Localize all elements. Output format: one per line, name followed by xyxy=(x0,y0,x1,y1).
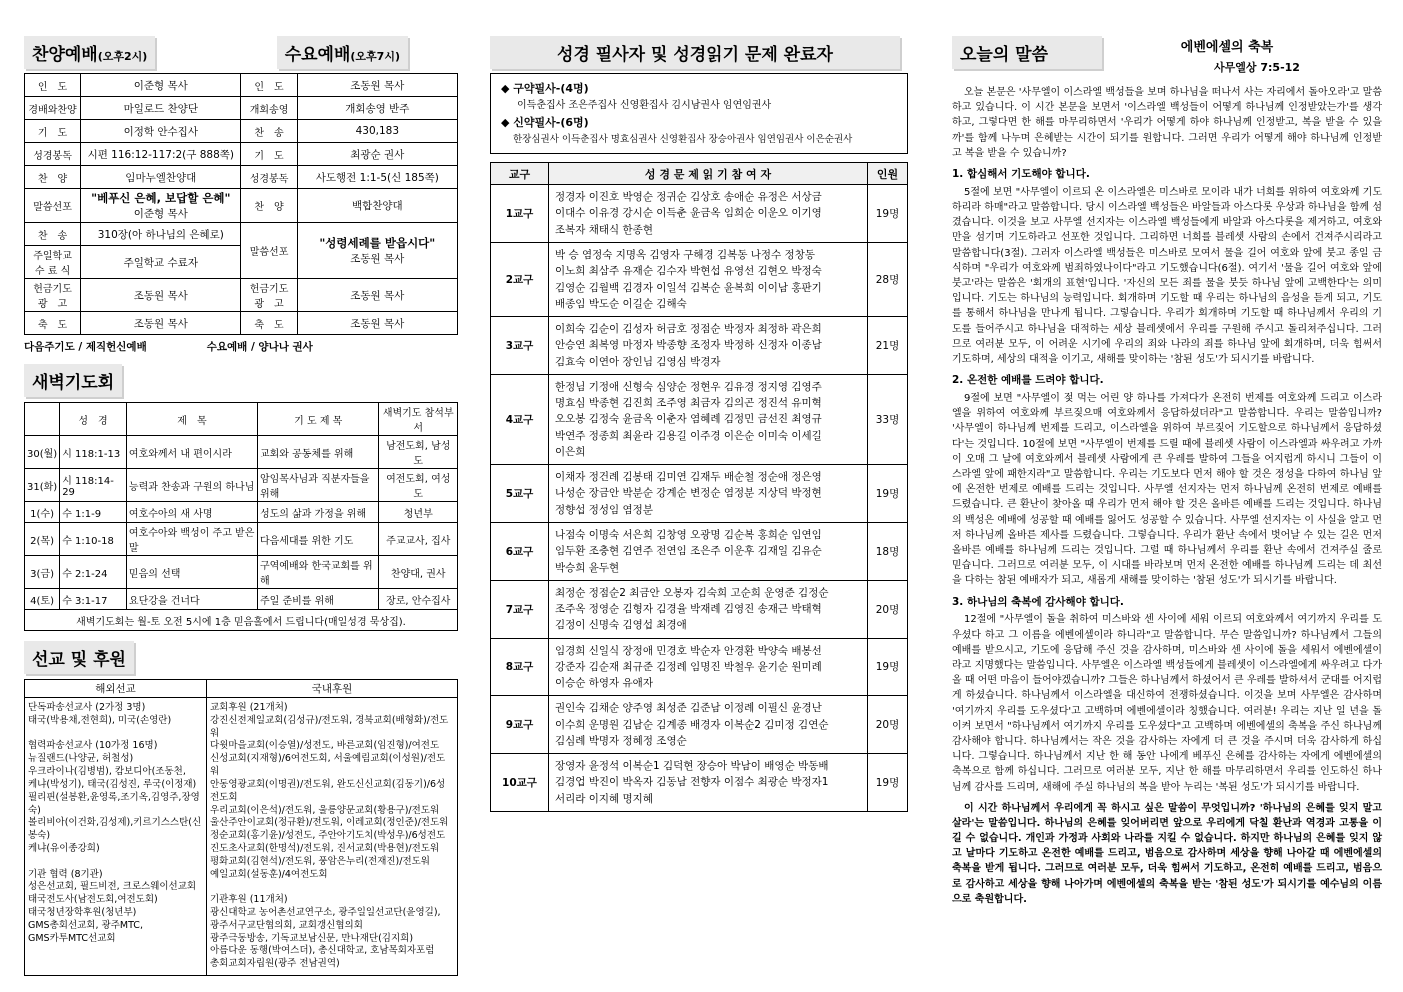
mission-item: 태국(박용채,전현희), 미국(손영란) xyxy=(28,714,172,726)
overseas-header: 해외선교 xyxy=(25,680,207,698)
worship-cell: 찬 송 xyxy=(241,120,297,143)
transcription-box: ◆ 구약필사-(4명) 이득춘집사 조은주집사 신영환집사 김시남권사 임연임권사 ◆ 신약필사-(6명) 한장심권사 이득춘집사 명효심권사 신영환집사 장승아권사 임연임권사 이은순권사 xyxy=(490,73,908,154)
domestic-list xyxy=(207,698,458,976)
point-1-heading: 1. 합심해서 기도해야 합니다. xyxy=(952,167,1090,180)
mission-item: 총회교회자립원(광주 전남권역) xyxy=(210,958,340,970)
worship-cell: 경배와찬양 xyxy=(25,97,81,120)
point-3-text: 12절에 "사무엘이 돌을 취하여 미스바와 센 사이에 세워 이르되 여호와께서 여기까지 우리를 도우셨다 하고 그 이름을 에벤에셀이라 하니라"고 말씀합니다. 무슨 말씀입니까? 하나님께서 그들의 예배를 받으시고, 기도에 응답해 주신 것을 감사하며, 미스바와 센 사이에 돌을 세워서 에벤에셀이라고 지명했다는 말씀입니다. 사무엘은 이스라엘 백성들에게 블레셋이 이스라엘에게 싸우려고 다가올 때 어떤 마음이 들어야겠습니까? 그들은 하나님께서 하셨어서 큰 우레를 발하셔서 군대를 어지럽게 하셨습니다. 하나님께서 이스라엘을 대신하여 전쟁하셨습니다. 이것을 보며 사무엘은 감사하며 '여기까지 우리를 도우셨다'고 고백하며 에벤에셀이라 칭했습니다. 여러분! 우리는 지난 일 년을 돌이켜 보면서 "하나님께서 여기까지 우리를 도우셨다"고 고백하며 에벤에셀의 축복을 주신 하나님께 감사해야 합니다. 하나님께서는 작은 것을 감사하는 자에게 더 큰 것을 주시며 더욱 감사하게 하십니다. 그렇습니다. 하나님께서 지난 한 해 동안 나에게 베푸신 은혜를 감사하는 자에게 에벤에셀의 축복으로 함께 하십니다. 그러므로 여러분 모두, 지난 한 해를 마무리하면서 우리를 인도하신 하나님께 감사를 드리며, 새해에 주실 하나님의 복을 받아 누리는 '복된 성도'가 되시기를 바랍니다. xyxy=(952,614,1382,793)
mission-item: 평화교회(김현석)/전도워, 풍암은누리(전재진)/전도워 xyxy=(210,855,430,867)
mission-item xyxy=(210,881,454,894)
reading-row xyxy=(491,465,908,523)
worship-cell xyxy=(297,223,457,279)
nt-label: 신약필사-(6명) xyxy=(513,116,589,129)
mission-item: 아름다운 동행(박여스더), 총신대학교, 호남목회자포럼 xyxy=(210,945,435,957)
participants-cell: 임경희 신일식 장정애 민경호 박순자 안경환 박양숙 배봉선 강준자 김순재 최규준 김정례 임명진 박철우 윤기순 원미례 이승순 하영자 유애자 xyxy=(549,638,868,696)
worship-cell: 말씀선포 xyxy=(241,223,297,279)
mission-item: 태국청년장학후원(청년부) xyxy=(28,907,137,918)
worship-cell: 430,183 xyxy=(297,120,457,143)
mission-item: 태국전도사(남전도회,여전도회) xyxy=(28,894,158,906)
sermon-body xyxy=(952,85,1382,907)
count-cell: 19명 xyxy=(868,185,908,243)
sermon-label: 오늘의 말씀 xyxy=(952,36,1102,69)
dawn-footer-row xyxy=(25,610,458,631)
mission-item: 뉴질랜드(나양균, 허철성) xyxy=(28,753,134,765)
point-2-text: 9절에 보면 "사무엘이 젖 먹는 어린 양 하나를 가져다가 온전히 번제를 여호와께 드리고 이스라엘을 위하여 여호와께 부르짖으매 여호와께서 응답하셨더라"고 말씀합니다. 우리는 말씀입니까? '사무엘이 하나님께 번제를 드리고, 이스라엘을 위하여 부르짖어 기도할으로 하나님께서 응답하셨다'는 것입니다. 10절에 보면 "사무엘이 번제를 드릴 때에 블레셋 사람이 이스라엘과 싸우려고 가까이 오매 그 날에 여호와께서 블레셋 사람에게 큰 우레를 발하여 그들을 어지럽게 하시니 그들이 이스라엘 앞에 패한지라"고 말씀합니다. 우리는 기도보다 먼저 해야 할 것은 정성을 다하여 하나님 앞에 온전한 번제로 예배를 드리는 것입니다. 사무엘 선지자는 먼저 하나님께 온전히 번제로 예배를 드렸습니다. 큰 환난이 찾아올 때 우리가 먼저 해야 할 것은 올바른 예배를 드리는 것입니다. 하나님의 백성은 예배에 성공할 때 예배를 잃어도 성공할 수 있습니다. 사무엘 선지자는 이 사실을 알고 먼저 하나님께 올바른 제사를 드렸습니다. 그렇습니다. 우리가 환난 속에서 벗어날 수 있는 길은 먼저 올바른 예배를 하나님께 드리는 것입니다. 그럴 때 하나님께서 우리를 환난 속에서 건져주실 줄로 믿습니다. 그러므로 여러분 모두, 이 시대를 바라보며 먼저 온전한 예배를 하나님께 드리는 데 최선을 다하는 참된 예배자가 되고, 새롭게 새해를 맞이하는 '참된 성도'가 되시기를 바랍니다. xyxy=(952,393,1382,587)
worship-cell: 성경봉독 xyxy=(241,166,297,189)
mission-item: 예일교회(설동훈)/4여전도회 xyxy=(210,868,328,880)
district-cell: 5교구 xyxy=(491,465,549,523)
district-cell: 1교구 xyxy=(491,185,549,243)
worship-cell: 축 도 xyxy=(241,312,297,335)
worship-cell: 찬 송 xyxy=(25,223,81,246)
worship-cell xyxy=(81,189,241,223)
dawn-cell: 1(수) xyxy=(25,502,60,523)
worship-cell: 시편 116:12-117:2(구 888쪽) xyxy=(81,143,241,166)
reading-row xyxy=(491,317,908,375)
dawn-header-row xyxy=(25,403,458,436)
mission-item: 울산주안이교회(정규환)/전도워, 이레교회(정인준)/전도워 xyxy=(210,817,449,829)
ot-label: 구약필사-(4명) xyxy=(513,82,589,95)
reading-header-row xyxy=(491,163,908,185)
sermon-title: 에벤에셀의 축복 xyxy=(1180,40,1274,55)
mission-item: 광주서구교단협의회, 교회갱신협의회 xyxy=(210,919,363,931)
next-sunday-note: 다음주기도 / 제직헌신예배 xyxy=(24,341,147,353)
count-cell: 19명 xyxy=(868,465,908,523)
mission-item: 강진신전제일교회(김성규)/전도워, 경북교회(배형화)/전도워 xyxy=(210,714,449,739)
worship-row xyxy=(25,74,458,97)
reading-row xyxy=(491,185,908,243)
worship-cell: 주일학교 수료자 xyxy=(81,246,241,279)
mission-title: 선교 및 후원 xyxy=(24,641,134,674)
count-cell: 20명 xyxy=(868,580,908,638)
worship-row xyxy=(25,143,458,166)
count-cell: 18명 xyxy=(868,522,908,580)
district-cell: 9교구 xyxy=(491,696,549,754)
dawn-cell: 30(월) xyxy=(25,436,60,469)
district-cell: 2교구 xyxy=(491,242,549,316)
dawn-cell: 2(목) xyxy=(25,523,60,556)
mission-item: 광주극동방송, 기독교보남신문, 만나재단(김지희) xyxy=(210,932,414,944)
reading-table xyxy=(490,162,908,812)
dawn-cell: 수 1:10-18 xyxy=(60,523,127,556)
district-cell: 8교구 xyxy=(491,638,549,696)
worship-cell: 조동원 목사 xyxy=(81,279,241,312)
participants-cell: 최정순 정점순2 최금안 오봉자 김숙희 고순희 운영준 김정순 조주옥 정영순 김형자 김경율 박재례 김영진 송재근 박태혁 김정이 신명숙 김영섭 최경애 xyxy=(549,580,868,638)
dawn-footer: 새벽기도회는 월-토 오전 5시에 1층 믿음홀에서 드립니다(매일성경 묵상집). xyxy=(25,610,458,631)
worship-cell: 기 도 xyxy=(25,120,81,143)
worship-row xyxy=(25,279,458,312)
dawn-header-cell: 새벽기도 참석부서 xyxy=(379,403,458,436)
mission-item: 케냐(유이종강희) xyxy=(28,842,100,854)
dawn-cell: 31(화) xyxy=(25,469,60,502)
worship-cell: 헌금기도 광 고 xyxy=(241,279,297,312)
worship-row xyxy=(25,97,458,120)
participants-cell: 이채자 정건례 김봉태 김미연 김재두 배순철 정순애 정은영 나성순 장금안 박분순 강계순 변정순 염정분 지상덕 박정현 정향섭 정성임 염정분 xyxy=(549,465,868,523)
dawn-row xyxy=(25,469,458,502)
dawn-row xyxy=(25,502,458,523)
dawn-prayer-title: 새벽기도회 xyxy=(24,364,122,397)
dawn-cell: 믿음의 선택 xyxy=(126,556,257,589)
next-wednesday-note: 수요예배 / 양나나 권사 xyxy=(206,341,313,353)
dawn-cell: 수 2:1-24 xyxy=(60,556,127,589)
dawn-row xyxy=(25,436,458,469)
dawn-cell: 장로, 안수집사 xyxy=(379,589,458,610)
point-2-heading: 2. 온전한 예배를 드려야 합니다. xyxy=(952,374,1104,387)
participants-cell: 정경자 이진호 박영순 정귀순 김상호 송애순 유정은 서상금 이대수 이유경 강시순 이득춘 윤금옥 임희순 이운오 이기영 조복자 채태식 한종현 xyxy=(549,185,868,243)
reading-header-cell: 교구 xyxy=(491,163,549,185)
participants-cell: 권인숙 김채순 양주영 최성준 김준남 이정례 이필신 윤경난 이수희 운명원 김남순 김계종 배경자 이복순2 김미정 김연순 김심례 박명자 정혜정 조영순 xyxy=(549,696,868,754)
district-cell: 10교구 xyxy=(491,754,549,812)
ot-names: 이득춘집사 조은주집사 신영환집사 김시남권사 임연임권사 xyxy=(517,100,772,111)
sermon-intro: 오늘 본문은 '사무엘이 이스라엘 백성들을 보며 하나님을 떠나서 사는 자리에서 돌아오라'고 말씀하고 있습니다. 이 시간 본문을 보면서 '이스라엘 백성들이 어떻게 하나님께 인정받았는가'를 생각하고, 그렇다면 한 해를 마무리하면서 '우리가 어떻게 하야 하나님께 인정받고, 복을 받을 수 있을까'를 함께 나누며 은혜받는 시간이 되기를 원합니다. 그러면 우리가 어떻게 해야 하나님께 인정받고 복을 받을 수 있습니까? xyxy=(952,87,1382,159)
dawn-cell: 여호수아의 새 사명 xyxy=(126,502,257,523)
mission-item: 단독파송선교사 (2가정 3명) xyxy=(28,702,146,713)
dawn-cell: 요단강을 건너다 xyxy=(126,589,257,610)
dawn-cell: 3(금) xyxy=(25,556,60,589)
mission-item: 우리교회(이은석)/전도워, 울릉양문교회(황용구)/전도워 xyxy=(210,804,440,816)
dawn-row xyxy=(25,556,458,589)
reading-header-cell: 인원 xyxy=(868,163,908,185)
dawn-cell: 주교교사, 집사 xyxy=(379,523,458,556)
mission-table xyxy=(24,679,458,976)
reading-row xyxy=(491,638,908,696)
worship-headers xyxy=(24,36,458,69)
sunday-worship-title: 찬양예배(오후2시) xyxy=(24,36,155,69)
mission-item xyxy=(28,728,203,741)
worship-cell: 사도행전 1:1-5(신 185쪽) xyxy=(297,166,457,189)
dawn-cell: 여호와께서 내 편이시라 xyxy=(126,436,257,469)
reading-row xyxy=(491,522,908,580)
worship-cell: 주일학교 수 료 식 xyxy=(25,246,81,279)
overseas-list xyxy=(25,698,207,976)
sunday-preacher: 이준형 목사 xyxy=(133,208,188,220)
dawn-cell: 암임목사님과 직분자들을위해 xyxy=(257,469,379,502)
bible-title: 성경 필사자 및 성경읽기 문제 완료자 xyxy=(490,36,900,69)
worship-cell: 조동원 목사 xyxy=(297,312,457,335)
worship-cell: 마일로드 찬양단 xyxy=(81,97,241,120)
count-cell: 20명 xyxy=(868,696,908,754)
dawn-header-cell: 기 도 제 목 xyxy=(257,403,379,436)
mission-item: 광신대학교 농어촌선교연구소, 광주일일선교단(윤영길), xyxy=(210,907,441,918)
participants-cell: 나점숙 이명숙 서은희 김창영 오광명 김순복 홍희순 임연임 임두환 조충현 김연주 전연임 조은주 이운후 김재일 김유순 박승희 윤두현 xyxy=(549,522,868,580)
dawn-cell: 찬양대, 권사 xyxy=(379,556,458,589)
worship-cell: 인 도 xyxy=(25,74,81,97)
worship-cell: 성경봉독 xyxy=(25,143,81,166)
worship-row xyxy=(25,120,458,143)
dawn-header-cell: 제 목 xyxy=(126,403,257,436)
worship-cell: 조동원 목사 xyxy=(297,279,457,312)
dawn-cell: 청년부 xyxy=(379,502,458,523)
dawn-cell: 성도의 삶과 가정을 위해 xyxy=(257,502,379,523)
mission-item: 신성교회(지재형)/6여전도회, 서울예림교회(이성원)/전도워 xyxy=(210,753,446,778)
nt-names: 한장심권사 이득춘집사 명효심권사 신영환집사 장승아권사 임연임권사 이은순권사 xyxy=(513,134,853,145)
worship-cell: 백합찬양대 xyxy=(297,189,457,223)
worship-row xyxy=(25,223,458,246)
worship-row xyxy=(25,166,458,189)
district-cell: 6교구 xyxy=(491,522,549,580)
mission-item: 우크라이나(김병범), 캄보디아(조동천, xyxy=(28,766,186,778)
point-1-text: 5절에 보면 "사무엘이 이르되 온 이스라엘은 미스바로 모이라 내가 너희를 위하여 여호와께 기도하리라 하매"라고 말씀합니다. 당시 이스라엘 백성들은 바알들과 아스다롯 우상과 하나님을 함께 섬겼습니다. 이것을 보고 사무엘 선지자는 이스라엘 백성들에게 바알과 아스다롯을 제거하고, 여호와만을 섬기며 기도하라고 선포한 것입니다. 그리하면 너희를 블레셋 사람의 손에서 건져주시리라고 말씀합니다(3절). 그러자 이스라엘 백성들은 미스바로 모여서 물을 길어 여호와 앞에 붓고 종일 금식하며 "우리가 여호와께 범죄하였나이다"라고 기도했습니다(6절). 여기서 '물을 길어 여호와 앞에 붓고'라는 말씀은 '회개의 표현'입니다. '자신의 모든 죄를 물을 붓듯 하나님 앞에 고백한다'는 의미입니다. 기도는 하나님의 능력입니다. 회개하며 기도할 때 우리는 하나님의 음성을 듣게 되고, 기도를 통해서 하나님을 만나게 됩니다. 그렇습니다. 우리가 회개하며 기도할 때 하나님께서 우리의 기도를 들어주시고 하나님을 대적하는 세상 블레셋에서 우리를 구원해 주시고 돌리쳐주십니다. 그러므로 여러분 모두, 이 어려운 시기에 우리의 죄와 나라의 죄를 하나님 앞에 회개하며, 더욱 힘써서 기도하며, 세상의 대적을 이기고, 새해를 맞이하는 '참된 성도'가 되시기를 바랍니다. xyxy=(952,186,1382,365)
dawn-prayer-table xyxy=(24,402,458,631)
mission-item xyxy=(28,856,203,869)
dawn-cell: 교회와 공동체를 위해 xyxy=(257,436,379,469)
reading-row xyxy=(491,374,908,464)
worship-cell: 개회송영 xyxy=(241,97,297,120)
worship-cell: 임마누엘찬양대 xyxy=(81,166,241,189)
wednesday-preacher: 조동원 목사 xyxy=(350,253,405,265)
dawn-cell: 시 118:14-29 xyxy=(60,469,127,502)
count-cell: 28명 xyxy=(868,242,908,316)
district-cell: 3교구 xyxy=(491,317,549,375)
worship-cell: 말씀선포 xyxy=(25,189,81,223)
worship-cell: 찬 양 xyxy=(241,189,297,223)
domestic-header: 국내후원 xyxy=(207,680,458,698)
mission-item: 필리핀(설봉환,윤영록,조기옥,김영주,장영숙) xyxy=(28,791,200,816)
worship-row xyxy=(25,189,458,223)
count-cell: 21명 xyxy=(868,317,908,375)
mission-item: 안동영광교회(이명권)/전도워, 완도신신교회(김동기)/6성전도회 xyxy=(210,778,446,803)
bible-column xyxy=(490,36,908,812)
dawn-row xyxy=(25,523,458,556)
reading-row xyxy=(491,580,908,638)
mission-item: GMS카투MTC선교회 xyxy=(28,932,116,944)
worship-cell: 개회송영 반주 xyxy=(297,97,457,120)
count-cell: 19명 xyxy=(868,638,908,696)
mission-item: 케냐(박성기), 태국(김성진, 루국(이정재) xyxy=(28,778,197,790)
dawn-cell: 다음세대를 위한 기도 xyxy=(257,523,379,556)
dawn-cell: 여호수아와 백성이 주고 받은 말 xyxy=(126,523,257,556)
participants-cell: 장영자 윤정석 이복순1 김덕현 장승아 박남이 배영순 박동배 김경업 박진이 박옥자 김동남 전향자 이점수 최광순 박정자1 서리라 이지혜 명지혜 xyxy=(549,754,868,812)
mission-item: 볼리비아(이건화,김성제),키르기스스탄(신봉숙) xyxy=(28,817,202,842)
mission-item: 진도초사교회(한명석)/전도워, 진서교회(박용현)/전도워 xyxy=(210,842,440,854)
wednesday-worship-title: 수요예배(오후7시) xyxy=(277,36,408,69)
worship-cell: 조동원 목사 xyxy=(297,74,457,97)
mission-item: 기관후원 (11개처) xyxy=(210,894,288,906)
reading-row xyxy=(491,242,908,316)
dawn-cell: 구역예배와 한국교회를 위해 xyxy=(257,556,379,589)
dawn-cell: 능력과 찬송과 구원의 하나님 xyxy=(126,469,257,502)
worship-cell: 찬 양 xyxy=(25,166,81,189)
mission-item: 다윗마을교회(이승열)/성전도, 바른교회(임진형)/여전도 xyxy=(210,740,440,752)
worship-cell: 최광순 권사 xyxy=(297,143,457,166)
mission-item: 성은선교회, 필드비전, 크로스웨이선교회 xyxy=(28,881,197,893)
dawn-cell: 주일 준비를 위해 xyxy=(257,589,379,610)
wednesday-sermon-title: "성령세례를 받읍시다" xyxy=(319,236,436,250)
mission-item: 정순교회(홍기윤)/성전도, 주안아기도치(박성우)/6성전도 xyxy=(210,830,446,842)
reading-row xyxy=(491,754,908,812)
dawn-header-cell: 성 경 xyxy=(60,403,127,436)
mission-item: 기관 협력 (8기관) xyxy=(28,868,103,880)
worship-cell: 이정학 안수집사 xyxy=(81,120,241,143)
next-week-note xyxy=(24,339,458,354)
dawn-cell: 남전도회, 남성도 xyxy=(379,436,458,469)
worship-cell: 이준형 목사 xyxy=(81,74,241,97)
worship-cell: 인 도 xyxy=(241,74,297,97)
dawn-row xyxy=(25,589,458,610)
worship-cell: 헌금기도 광 고 xyxy=(25,279,81,312)
worship-cell: 축 도 xyxy=(25,312,81,335)
dawn-cell: 여전도회, 여성도 xyxy=(379,469,458,502)
dawn-cell: 시 118:1-13 xyxy=(60,436,127,469)
participants-cell: 한정님 기정애 신형숙 심양순 정현우 김유경 정지영 김영주 명효심 박종현 김진희 조주영 최금자 김의곤 정진석 유미혁 오오봉 김정숙 윤금옥 이춘자 염혜례 김정민 금선진 최영규 박연주 정종희 최윤라 김용길 이주경 이은순 이미숙 이세길 이은희 xyxy=(549,374,868,464)
worship-table xyxy=(24,73,458,335)
worship-cell: 310장(아 하나님의 은혜로) xyxy=(81,223,241,246)
sermon-column xyxy=(952,36,1382,913)
participants-cell: 박 승 염정숙 지명옥 김영자 구해경 김복동 나정수 정창동 이노희 최삼주 유재순 김수자 박현섭 유영선 김현오 박정숙 김영순 김월백 김경자 이일석 김복순 윤복희 이이남 홍판기 배종임 박도순 이길순 김해숙 xyxy=(549,242,868,316)
worship-cell: 조동원 목사 xyxy=(81,312,241,335)
mission-item: 협력파송선교사 (10가정 16명) xyxy=(28,740,158,752)
reading-row xyxy=(491,696,908,754)
mission-item: GMS총회선교회, 광주MTC, xyxy=(28,919,143,931)
dawn-header-cell xyxy=(25,403,60,436)
sermon-closing: 이 시간 하나님께서 우리에게 꼭 하시고 싶은 말씀이 무엇입니까? '하나님의 은혜를 잊지 말고 살라'는 말씀입니다. 하나님의 은혜를 잊어버리면 앞으로 우리에게 닥칠 환난과 역경과 고통을 이길 수 없습니다. 개인과 가정과 사회와 나라를 지킬 수 없습니다. 하지만 하나님의 은혜를 잊지 않고 날마다 기도하고 온전한 예배를 드리고, 범음으로 감사하며 세상을 향해 나아갈 때 에벤에셀의 축복을 받게 됩니다. 그러므로 여러분 모두, 더욱 힘써서 기도하고, 온전히 예배를 드리고, 범음으로 감사하고 세상을 향해 나아가며 에벤에셀의 축복을 받는 '참된 성도'가 되시기를 예수님의 이름으로 축원합니다. xyxy=(952,802,1382,905)
district-cell: 7교구 xyxy=(491,580,549,638)
worship-cell: 기 도 xyxy=(241,143,297,166)
count-cell: 19명 xyxy=(868,754,908,812)
dawn-cell: 4(토) xyxy=(25,589,60,610)
worship-row xyxy=(25,312,458,335)
mission-item: 교회후원 (21개처) xyxy=(210,702,288,713)
participants-cell: 이희숙 김순이 김성자 허금호 정점순 박정자 최정하 곽은희 안승연 최복영 마정자 박종향 조정자 박정하 신정자 이종남 김효숙 이연아 장인님 김영심 박경자 xyxy=(549,317,868,375)
district-cell: 4교구 xyxy=(491,374,549,464)
dawn-cell: 수 3:1-17 xyxy=(60,589,127,610)
point-3-heading: 3. 하나님의 축복에 감사해야 합니다. xyxy=(952,595,1124,608)
count-cell: 33명 xyxy=(868,374,908,464)
reading-header-cell: 성 경 문 제 읽 기 참 여 자 xyxy=(549,163,868,185)
worship-column xyxy=(24,36,458,976)
dawn-cell: 수 1:1-9 xyxy=(60,502,127,523)
sunday-sermon-title: "베푸신 은혜, 보답할 은혜" xyxy=(91,191,231,205)
sermon-reference: 사무엘상 7:5-12 xyxy=(1214,61,1300,74)
